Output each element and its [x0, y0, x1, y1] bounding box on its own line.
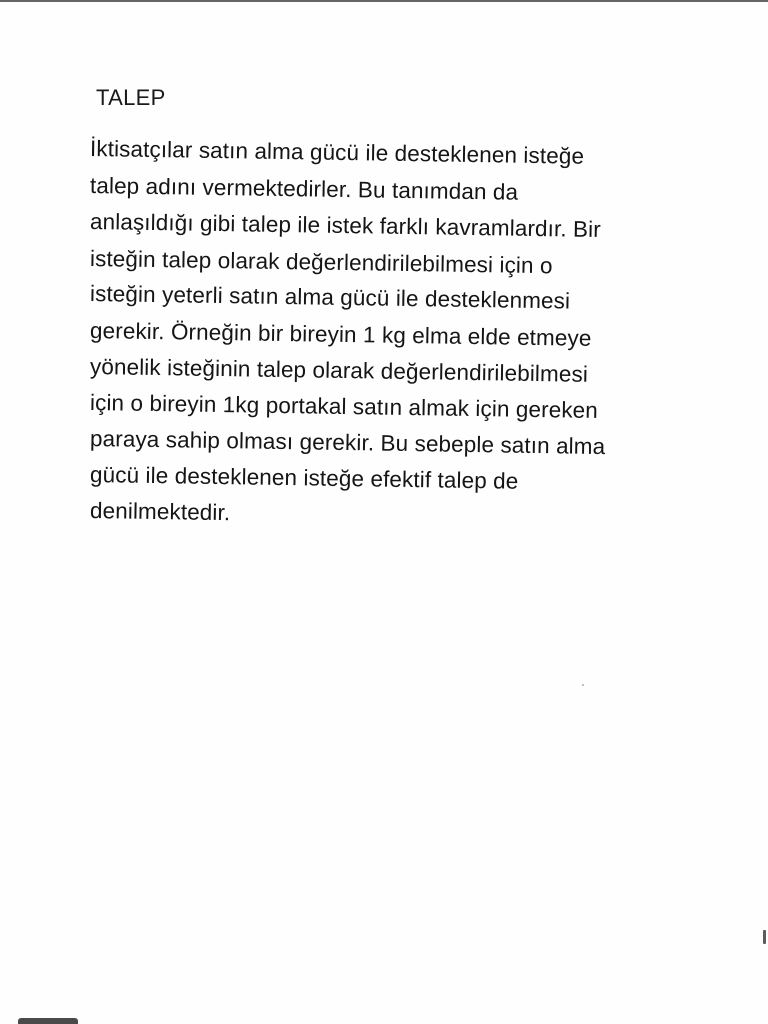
body-line: İktisatçılar satın alma gücü ile desteklenen isteğe — [89, 136, 585, 169]
body-line: gücü ile desteklenen isteğe efektif talep de — [89, 462, 519, 494]
scan-bottom-mark — [18, 1018, 78, 1024]
scan-speck — [582, 684, 584, 686]
document-title: TALEP — [96, 85, 166, 110]
body-line: talep adını vermektedirler. Bu tanımdan da — [89, 173, 519, 205]
body-line: anlaşıldığı gibi talep ile istek farklı kavramlardır. Bir — [89, 209, 602, 243]
body-line: denilmektedir. — [89, 498, 231, 526]
body-line: isteğin yeterli satın alma gücü ile desteklenmesi — [89, 281, 571, 314]
body-line: yönelik isteğinin talep olarak değerlendirilebilmesi — [89, 354, 589, 387]
body-line: isteğin talep olarak değerlendirilebilmesi için o — [89, 246, 553, 279]
body-line: gerekir. Örneğin bir bireyin 1 kg elma elde etmeye — [89, 318, 592, 351]
body-line: için o bireyin 1kg portakal satın almak için gereken — [89, 390, 599, 423]
page-top-edge — [0, 0, 768, 2]
scan-edge-mark — [763, 930, 766, 944]
body-line: paraya sahip olması gerekir. Bu sebeple satın alma — [89, 426, 606, 460]
